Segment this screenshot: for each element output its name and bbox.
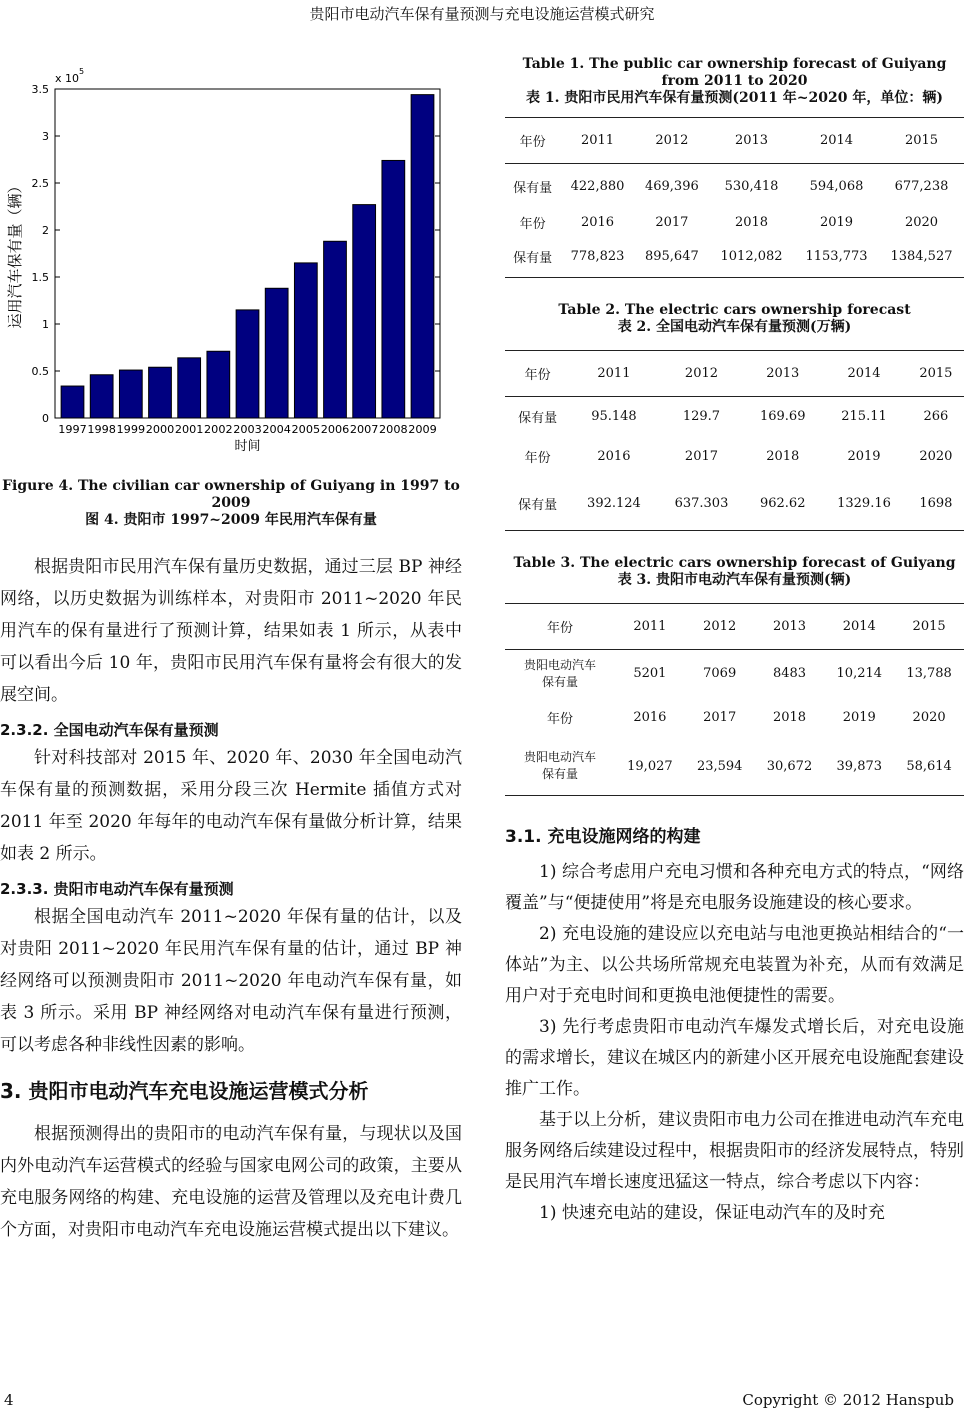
table-cell: 2016	[580, 215, 615, 230]
bar	[265, 288, 288, 418]
table-cell: 637.303	[658, 477, 746, 531]
table-1-caption-en: Table 1. The public car ownership forecast of Guiyang from 2011 to 2020	[522, 56, 947, 89]
table-cell: 422,880	[570, 179, 625, 195]
table-cell: 266	[923, 409, 949, 425]
table-cell: 2013	[745, 351, 820, 397]
bar	[90, 375, 113, 418]
x-tick-label: 2008	[379, 424, 408, 436]
table-cell: 2011	[615, 604, 685, 650]
bar	[178, 358, 201, 418]
table-cell: 10,214	[836, 666, 883, 682]
y-tick-label: 2	[42, 224, 49, 237]
paragraph: 针对科技部对 2015 年、2020 年、2030 年全国电动汽车保有量的预测数据，采用分段三次 Hermite 插值方式对 2011 年至 2020 年每年的电动汽车保有量做分析计算，结果如表 2 所示。	[0, 748, 462, 864]
y-tick-label: 3	[42, 130, 49, 143]
figure-4-caption-en: Figure 4. The civilian car ownership of Guiyang in 1997 to 2009	[2, 478, 460, 511]
table-cell: 530,418	[724, 179, 779, 195]
bar	[236, 310, 259, 418]
right-column	[505, 56, 964, 1229]
figure-4-caption	[0, 478, 462, 529]
table-cell: 2014	[820, 351, 908, 397]
table-cell: 19,027	[615, 738, 685, 796]
table-row	[505, 437, 964, 477]
table-cell: 778,823	[560, 236, 634, 278]
copyright: Copyright © 2012 Hanspub	[742, 1391, 954, 1409]
table-cell: 2014	[824, 604, 894, 650]
table-row	[505, 738, 964, 796]
paragraph: 3) 先行考虑贵阳市电动汽车爆发式增长后，对充电设施的需求增长，建议在城区内的新建小区开展充电设施配套建设推广工作。	[505, 1017, 964, 1099]
table-cell: 2013	[755, 604, 825, 650]
table-row	[505, 397, 964, 437]
table-cell: 2018	[734, 215, 769, 230]
table-cell: 年份	[505, 604, 615, 650]
heading-2-3-2: 2.3.2. 全国电动汽车保有量预测	[0, 721, 219, 739]
table-row	[505, 236, 964, 278]
x-tick-label: 2005	[291, 424, 321, 436]
table-cell: 年份	[505, 351, 570, 397]
bar	[411, 95, 434, 418]
table-cell: 2018	[772, 710, 807, 725]
table-cell: 2020	[912, 710, 946, 725]
table-2-caption-cn: 表 2. 全国电动汽车保有量预测(万辆)	[617, 319, 852, 335]
table-3-caption-en: Table 3. The electric cars ownership forecast of Guiyang	[513, 555, 956, 571]
row-label-line: 贵阳电动汽车	[523, 750, 596, 765]
table-cell: 215.11	[841, 409, 887, 425]
table-cell: 594,068	[809, 179, 864, 195]
table-cell: 2019	[819, 215, 854, 230]
y-multiplier-label: x 10	[55, 72, 80, 85]
table-cell: 677,238	[894, 179, 949, 195]
table-cell: 23,594	[685, 738, 755, 796]
table-1	[505, 117, 964, 278]
table-cell: 年份	[524, 451, 551, 466]
heading-3-1: 3.1. 充电设施网络的构建	[505, 827, 701, 847]
paragraph: 1) 快速充电站的建设，保证电动汽车的及时充	[539, 1203, 885, 1223]
table-row	[505, 118, 964, 164]
table-cell: 2019	[847, 449, 881, 464]
bar	[294, 263, 317, 418]
x-tick-label: 2006	[320, 424, 350, 436]
paragraph: 2) 充电设施的建设应以充电站与电池更换站相结合的“一体站”为主、以公共场所常规充电装置为补充，从而有效满足用户对于充电时间和更换电池便捷性的需要。	[505, 924, 964, 1006]
heading-2-3-3: 2.3.3. 贵阳市电动汽车保有量预测	[0, 880, 234, 898]
table-3-caption	[505, 555, 964, 589]
chart-bars	[61, 95, 434, 418]
x-tick-label: 2007	[349, 424, 379, 436]
bar	[324, 241, 347, 418]
row-label-line: 保有量	[541, 767, 578, 782]
table-cell: 95.148	[591, 409, 637, 425]
y-tick-label: 0	[42, 412, 49, 425]
table-2-caption-en: Table 2. The electric cars ownership forecast	[558, 302, 911, 318]
table-cell	[505, 650, 615, 698]
bar	[61, 386, 84, 418]
x-axis-label: 时间	[234, 439, 261, 454]
table-cell: 2019	[842, 710, 876, 725]
table-row	[505, 351, 964, 397]
table-3	[505, 603, 964, 796]
bar	[119, 370, 142, 418]
table-cell: 392.124	[570, 477, 658, 531]
table-cell: 1153,773	[794, 236, 879, 278]
table-cell: 962.62	[745, 477, 820, 531]
table-1-caption-cn: 表 1. 贵阳市民用汽车保有量预测(2011 年~2020 年，单位：辆)	[525, 90, 944, 106]
table-cell: 2015	[908, 351, 964, 397]
table-row	[505, 477, 964, 531]
y-tick-label: 3.5	[31, 83, 49, 96]
table-cell: 58,614	[894, 738, 964, 796]
bar	[382, 160, 405, 418]
table-cell: 2011	[560, 118, 634, 164]
table-cell: 2016	[633, 710, 667, 725]
table-3-caption-cn: 表 3. 贵阳市电动汽车保有量预测(辆)	[617, 572, 852, 588]
table-cell: 1329.16	[820, 477, 908, 531]
table-cell: 1698	[908, 477, 964, 531]
table-cell: 2020	[919, 449, 953, 464]
table-cell: 保有量	[518, 411, 558, 427]
y-tick-label: 1.5	[31, 271, 49, 284]
table-2	[505, 350, 964, 531]
x-tick-label: 1998	[87, 424, 116, 436]
bar	[149, 367, 172, 418]
page-number: 4	[4, 1391, 14, 1409]
table-cell: 年份	[519, 217, 546, 232]
table-row	[505, 210, 964, 236]
table-cell: 895,647	[635, 236, 709, 278]
table-cell: 169.69	[759, 409, 806, 425]
table-cell: 2015	[894, 604, 964, 650]
running-header: 贵阳市电动汽车保有量预测与充电设施运营模式研究	[309, 5, 655, 23]
left-column	[0, 56, 462, 1246]
table-1-caption	[505, 56, 964, 107]
table-cell: 2015	[879, 118, 964, 164]
paragraph: 根据预测得出的贵阳市的电动汽车保有量，与现状以及国内外电动汽车运营模式的经验与国家电网公司的政策，主要从充电服务网络的构建、充电设施的运营及管理以及充电计费几个方面，对贵阳市电动汽车充电设施运营模式提出以下建议。	[0, 1124, 462, 1240]
table-cell: 2012	[635, 118, 709, 164]
table-cell: 8483	[772, 666, 807, 682]
table-cell: 2018	[766, 449, 800, 464]
figure-4	[0, 56, 462, 466]
table-cell: 2014	[794, 118, 879, 164]
bar	[207, 351, 230, 418]
paragraph: 根据全国电动汽车 2011~2020 年保有量的估计，以及对贵阳 2011~2020 年民用汽车保有量的估计，通过 BP 神经网络可以预测贵阳市 2011~2020 年电动汽车保有量，如表 3 所示。采用 BP 神经网络对电动汽车保有量进行预测，可以考虑各种非线性因素的影响。	[0, 907, 462, 1055]
table-cell: 7069	[703, 666, 737, 682]
table-cell: 保有量	[505, 236, 560, 278]
figure-4-caption-cn: 图 4. 贵阳市 1997~2009 年民用汽车保有量	[85, 512, 377, 528]
table-cell: 2017	[684, 449, 719, 464]
row-label-line: 贵阳电动汽车	[523, 657, 596, 672]
x-tick-label: 2000	[145, 424, 175, 436]
x-tick-label: 1999	[116, 424, 146, 436]
table-2-caption	[505, 302, 964, 336]
table-cell: 保有量	[513, 181, 553, 197]
table-cell: 129.7	[682, 409, 721, 425]
table-row	[505, 698, 964, 738]
bar-chart	[0, 56, 462, 466]
x-tick-label: 2002	[204, 424, 233, 436]
row-label-line: 保有量	[541, 674, 578, 689]
table-cell: 5201	[633, 666, 667, 682]
table-cell: 1384,527	[879, 236, 964, 278]
table-row	[505, 604, 964, 650]
heading-3: 3. 贵阳市电动汽车充电设施运营模式分析	[0, 1079, 369, 1103]
table-cell: 2012	[685, 604, 755, 650]
table-cell: 2017	[703, 710, 737, 725]
bar	[353, 205, 376, 418]
table-cell: 469,396	[644, 179, 699, 195]
table-cell: 39,873	[824, 738, 894, 796]
y-tick-label: 1	[42, 318, 49, 331]
y-tick-label: 2.5	[31, 177, 49, 190]
x-tick-label: 2001	[174, 424, 204, 436]
table-cell: 2011	[570, 351, 658, 397]
table-cell: 保有量	[505, 477, 570, 531]
table-row	[505, 164, 964, 210]
x-tick-label: 2009	[408, 424, 437, 436]
y-axis-label: 运用汽车保有量（辆）	[6, 178, 24, 329]
table-cell: 13,788	[906, 666, 952, 682]
table-cell: 年份	[546, 712, 573, 727]
table-row	[505, 650, 964, 698]
table-cell: 30,672	[755, 738, 825, 796]
table-cell: 2016	[597, 449, 631, 464]
table-cell: 2020	[904, 215, 939, 230]
table-cell: 年份	[505, 118, 560, 164]
table-cell: 2013	[709, 118, 794, 164]
x-tick-label: 1997	[58, 424, 87, 436]
y-multiplier-exponent: 5	[79, 67, 85, 76]
table-cell: 2012	[658, 351, 746, 397]
table-cell: 1012,082	[709, 236, 794, 278]
y-tick-label: 0.5	[31, 365, 49, 378]
table-cell	[505, 738, 615, 796]
x-tick-label: 2003	[233, 424, 262, 436]
x-tick-label: 2004	[262, 424, 292, 436]
paragraph: 根据贵阳市民用汽车保有量历史数据，通过三层 BP 神经网络，以历史数据为训练样本，对贵阳市 2011~2020 年民用汽车的保有量进行了预测计算，结果如表 1 所示，从表中可以看出今后 10 年，贵阳市民用汽车保有量将会有很大的发展空间。	[0, 557, 462, 705]
paragraph: 1) 综合考虑用户充电习惯和各种充电方式的特点，“网络覆盖”与“便捷使用”将是充电服务设施建设的核心要求。	[505, 862, 964, 913]
table-cell: 2017	[655, 215, 689, 230]
paragraph: 基于以上分析，建议贵阳市电力公司在推进电动汽车充电服务网络后续建设过程中，根据贵阳市的经济发展特点，特别是民用汽车增长速度迅猛这一特点，综合考虑以下内容：	[505, 1110, 964, 1192]
